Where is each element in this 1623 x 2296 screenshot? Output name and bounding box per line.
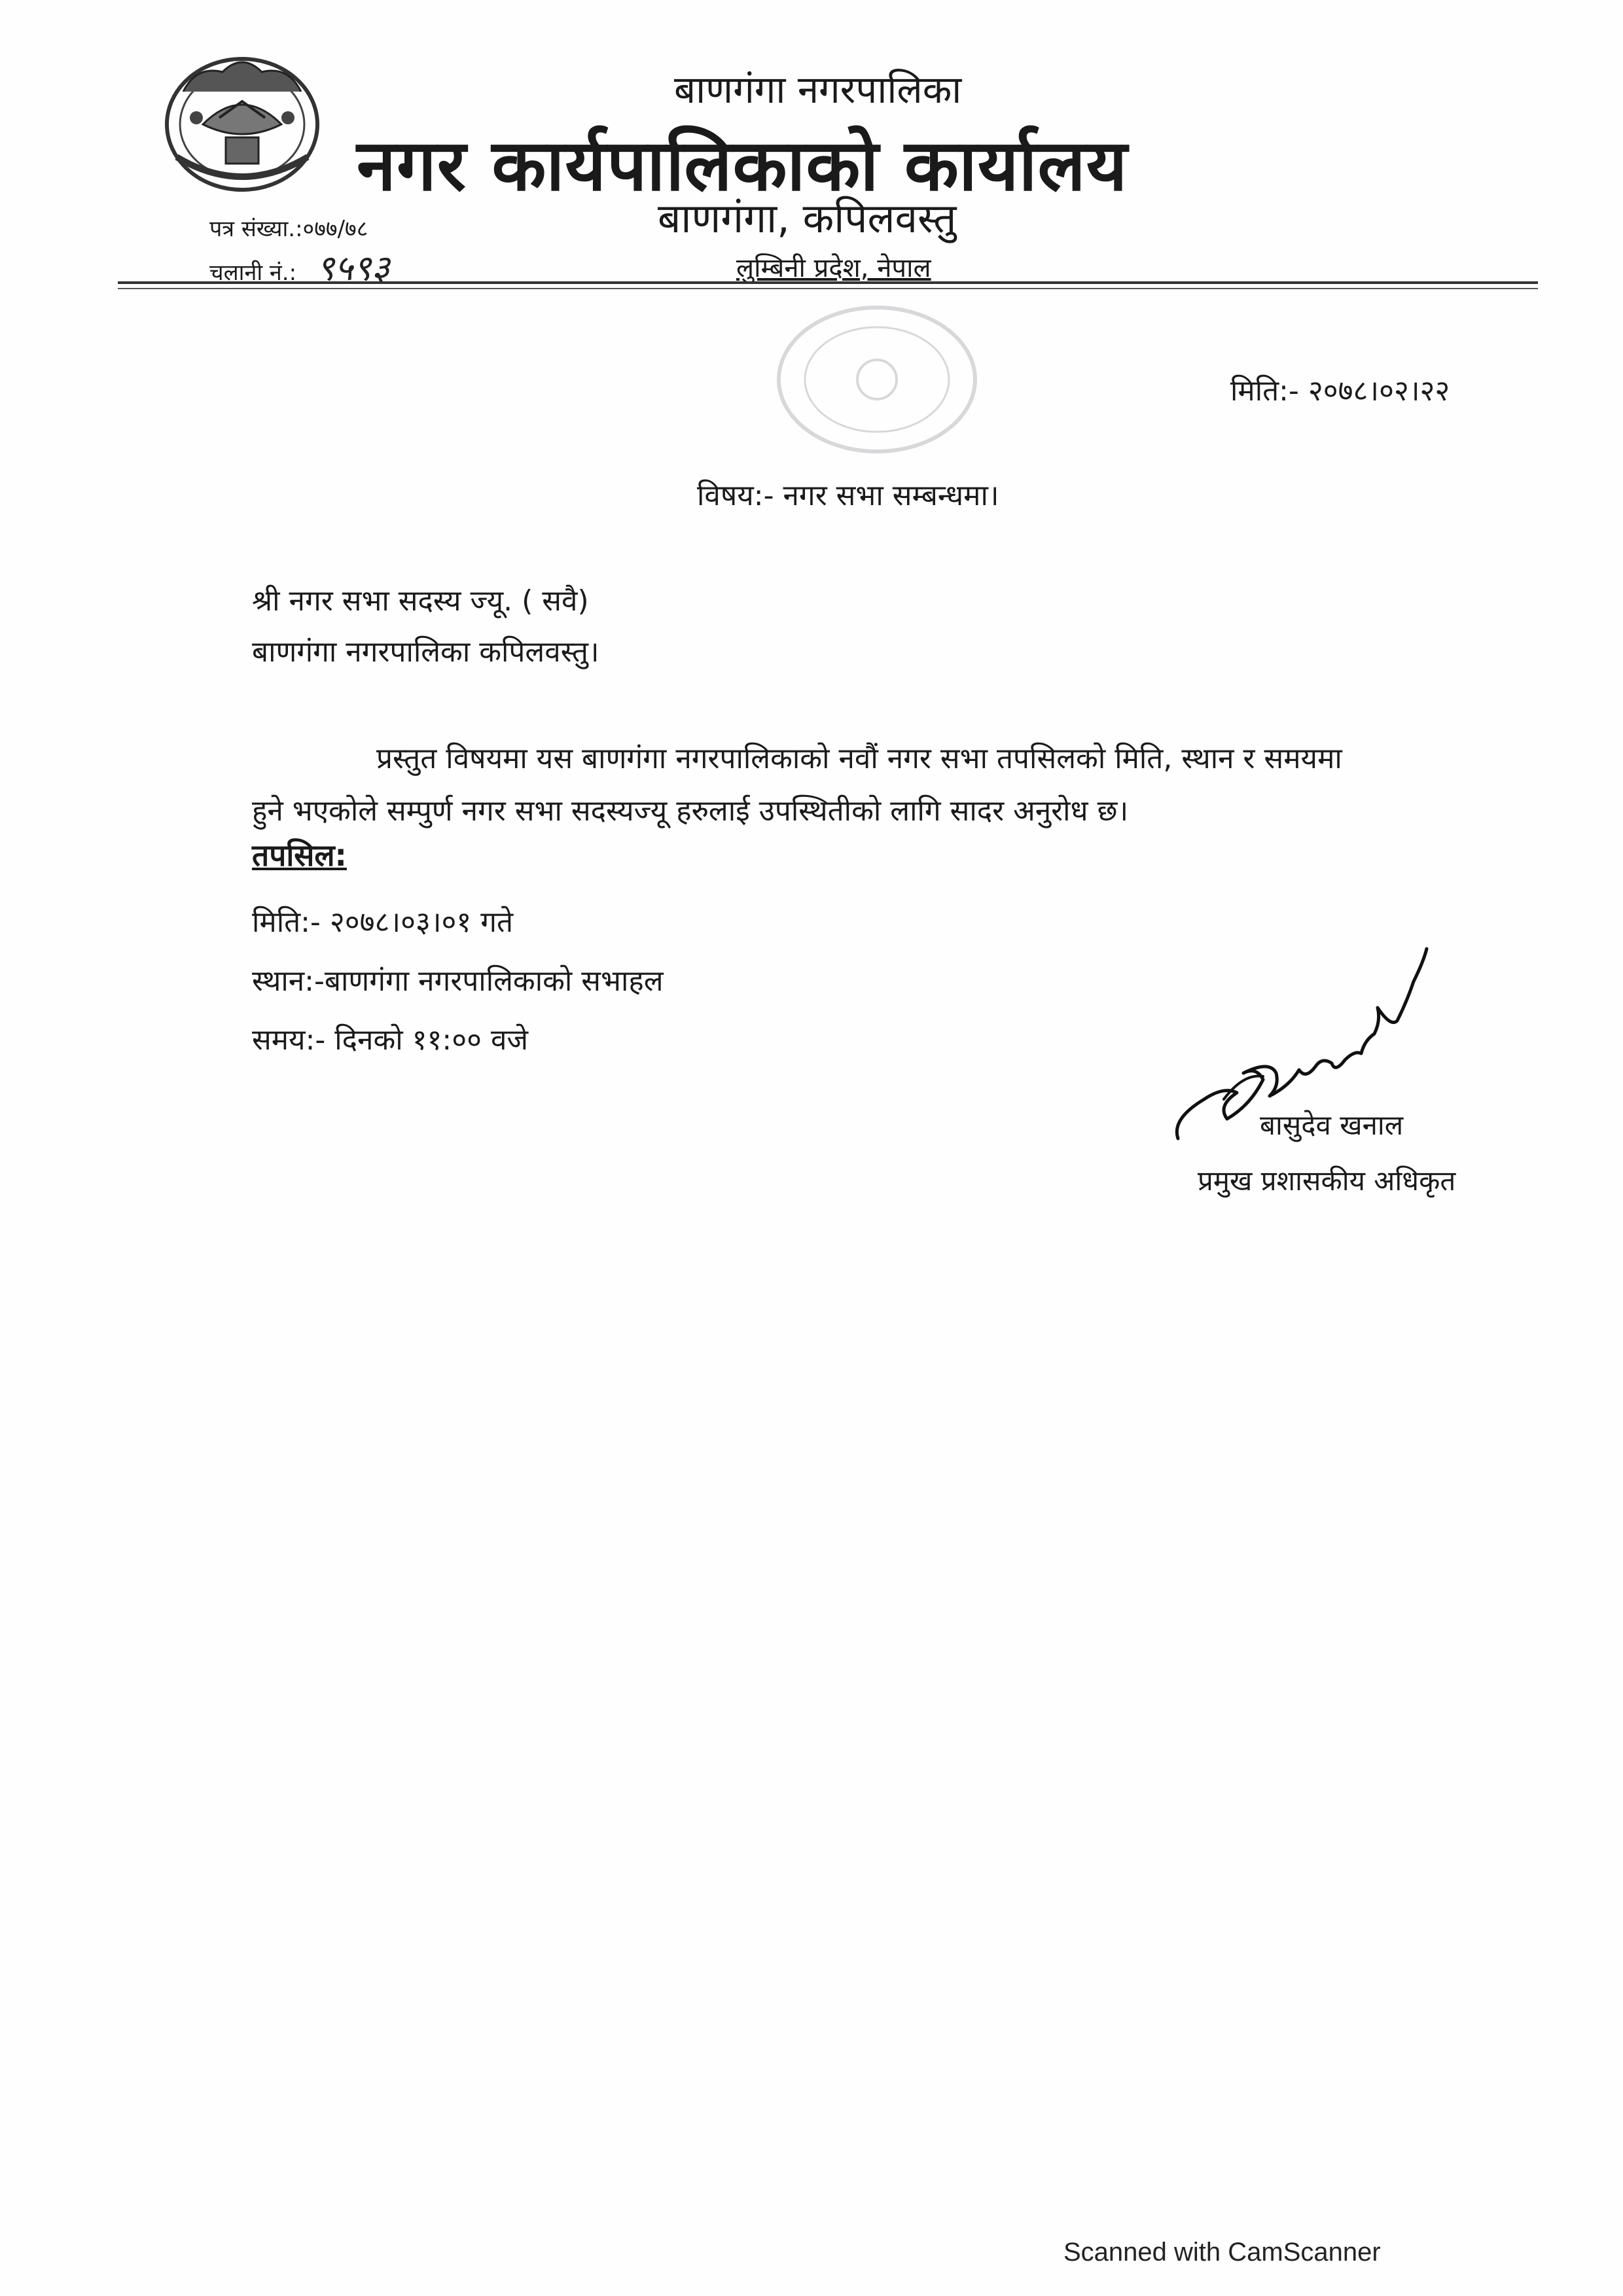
- addressee-block: [252, 576, 599, 678]
- office-stamp-icon: [766, 294, 988, 465]
- letter-number: पत्र संख्या.:०७७/७८: [209, 216, 368, 242]
- municipality-name: बाणगंगा नगरपालिका: [674, 67, 962, 112]
- body-paragraph: [252, 733, 1495, 838]
- dispatch-number-line: [209, 249, 389, 292]
- signatory-name: बासुदेव खनाल: [1260, 1109, 1404, 1141]
- nepal-emblem-icon: [157, 46, 327, 196]
- body-line: हुने भएकोले सम्पुर्ण नगर सभा सदस्यज्यू हरुलाई उपस्थितीको लागि सादर अनुरोध छ।: [252, 794, 1129, 828]
- province-country: लुम्बिनी प्रदेश, नेपाल: [736, 253, 931, 283]
- addressee-line: श्री नगर सभा सदस्य ज्यू. ( सवै): [252, 584, 589, 618]
- body-line: प्रस्तुत विषयमा यस बाणगंगा नगरपालिकाको नवौं नगर सभा तपसिलको मिति, स्थान र समयमा: [376, 742, 1342, 775]
- dispatch-number-label: चलानी नं.:: [209, 260, 297, 286]
- meeting-details: [252, 893, 664, 1070]
- office-title: नगर कार्यपालिकाको कार्यालय: [357, 125, 1128, 207]
- signatory-title: प्रमुख प्रशासकीय अधिकृत: [1198, 1165, 1456, 1197]
- letter-date: मिति:- २०७८।०२।२२: [1230, 374, 1450, 408]
- addressee-line: बाणगंगा नगरपालिका कपिलवस्तु।: [252, 635, 599, 669]
- meeting-place: स्थान:-बाणगंगा नगरपालिकाको सभाहल: [252, 964, 664, 998]
- scanner-watermark: Scanned with CamScanner: [1063, 2238, 1381, 2267]
- letterhead-divider-thin: [118, 288, 1538, 289]
- meeting-time: समय:- दिनको ११:०० वजे: [252, 1023, 529, 1057]
- details-heading: तपसिल:: [252, 838, 347, 873]
- letterhead-divider: [118, 281, 1538, 284]
- letter-subject: विषय:- नगर सभा सम्बन्धमा।: [697, 479, 999, 512]
- dispatch-number-value: ९५९३: [316, 247, 390, 289]
- office-location: बाणगंगा, कपिलवस्तु: [658, 194, 957, 242]
- meeting-date: मिति:- २०७८।०३।०१ गते: [252, 906, 514, 939]
- reference-block: [209, 209, 389, 292]
